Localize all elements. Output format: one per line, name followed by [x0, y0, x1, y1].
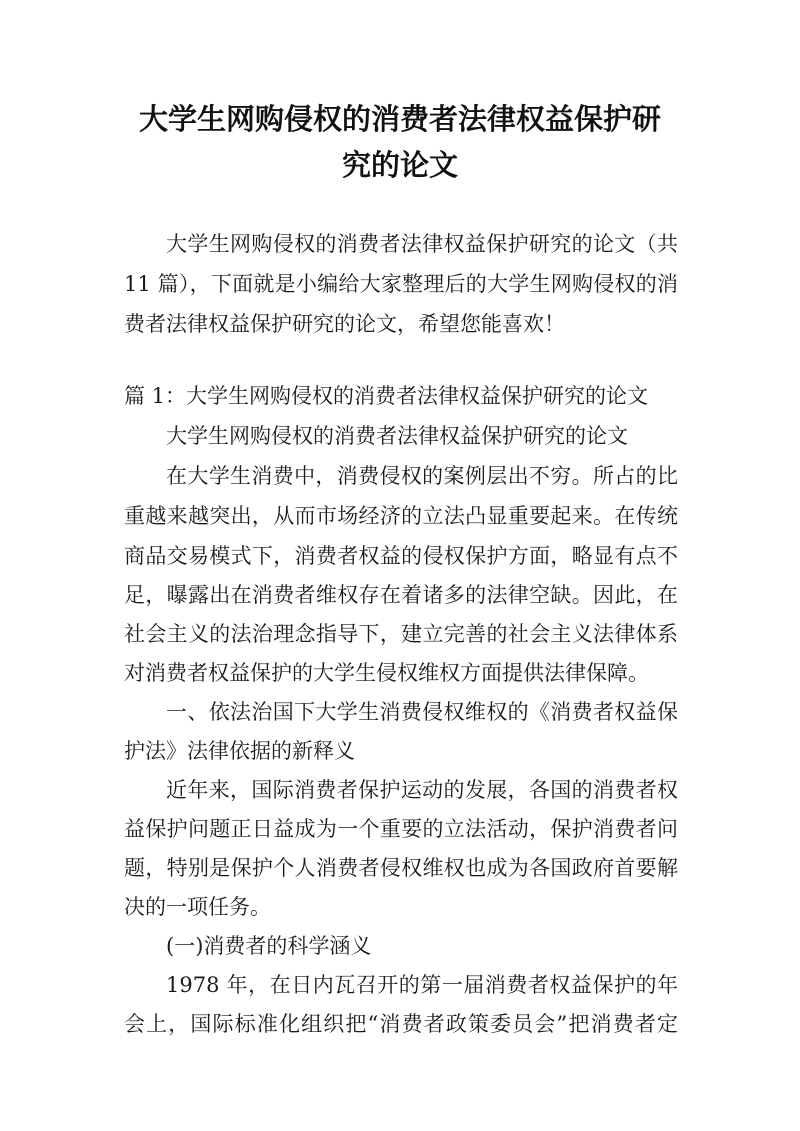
title-line-2: 究的论文 — [341, 148, 458, 182]
para1-line: 在大学生消费中，消费侵权的案例层出不穷。所占的比 — [166, 464, 678, 488]
heading2: (一)消费者的科学涵义 — [166, 934, 372, 958]
para2-line: 益保护问题正日益成为一个重要的立法活动，保护消费者问 — [124, 817, 678, 841]
para1-line: 社会主义的法治理念指导下，建立完善的社会主义法律体系 — [124, 622, 678, 646]
para1-line: 商品交易模式下，消费者权益的侵权保护方面，略显有点不 — [124, 544, 678, 568]
para3-line: 会上，国际标准化组织把“消费者政策委员会”把消费者定 — [124, 1012, 678, 1036]
para3-line: 1978 年，在日内瓦召开的第一届消费者权益保护的年 — [166, 973, 678, 997]
document-title — [100, 96, 700, 188]
para2-line: 题，特别是保护个人消费者侵权维权也成为各国政府首要解 — [124, 856, 678, 880]
section-heading: 篇 1：大学生网购侵权的消费者法律权益保护研究的论文 — [124, 384, 649, 408]
para1-line: 足，曝露出在消费者维权存在着诸多的法律空缺。因此，在 — [124, 583, 678, 607]
para2-line: 近年来，国际消费者保护运动的发展，各国的消费者权 — [166, 778, 678, 802]
para1-line: 重越来越突出，从而市场经济的立法凸显重要起来。在传统 — [124, 504, 678, 528]
heading1-line: 一、依法治国下大学生消费侵权维权的《消费者权益保 — [166, 700, 678, 724]
article-subtitle: 大学生网购侵权的消费者法律权益保护研究的论文 — [166, 424, 628, 448]
intro-line: 11 篇），下面就是小编给大家整理后的大学生网购侵权的消 — [124, 272, 678, 296]
title-line-1: 大学生网购侵权的消费者法律权益保护研 — [138, 102, 661, 136]
heading1-line: 护法》法律依据的新释义 — [124, 739, 355, 763]
intro-line: 费者法律权益保护研究的论文，希望您能喜欢！ — [124, 312, 565, 336]
intro-line: 大学生网购侵权的消费者法律权益保护研究的论文（共 — [166, 232, 678, 256]
para2-line: 决的一项任务。 — [124, 895, 271, 919]
para1-line: 对消费者权益保护的大学生侵权维权方面提供法律保障。 — [124, 661, 649, 685]
